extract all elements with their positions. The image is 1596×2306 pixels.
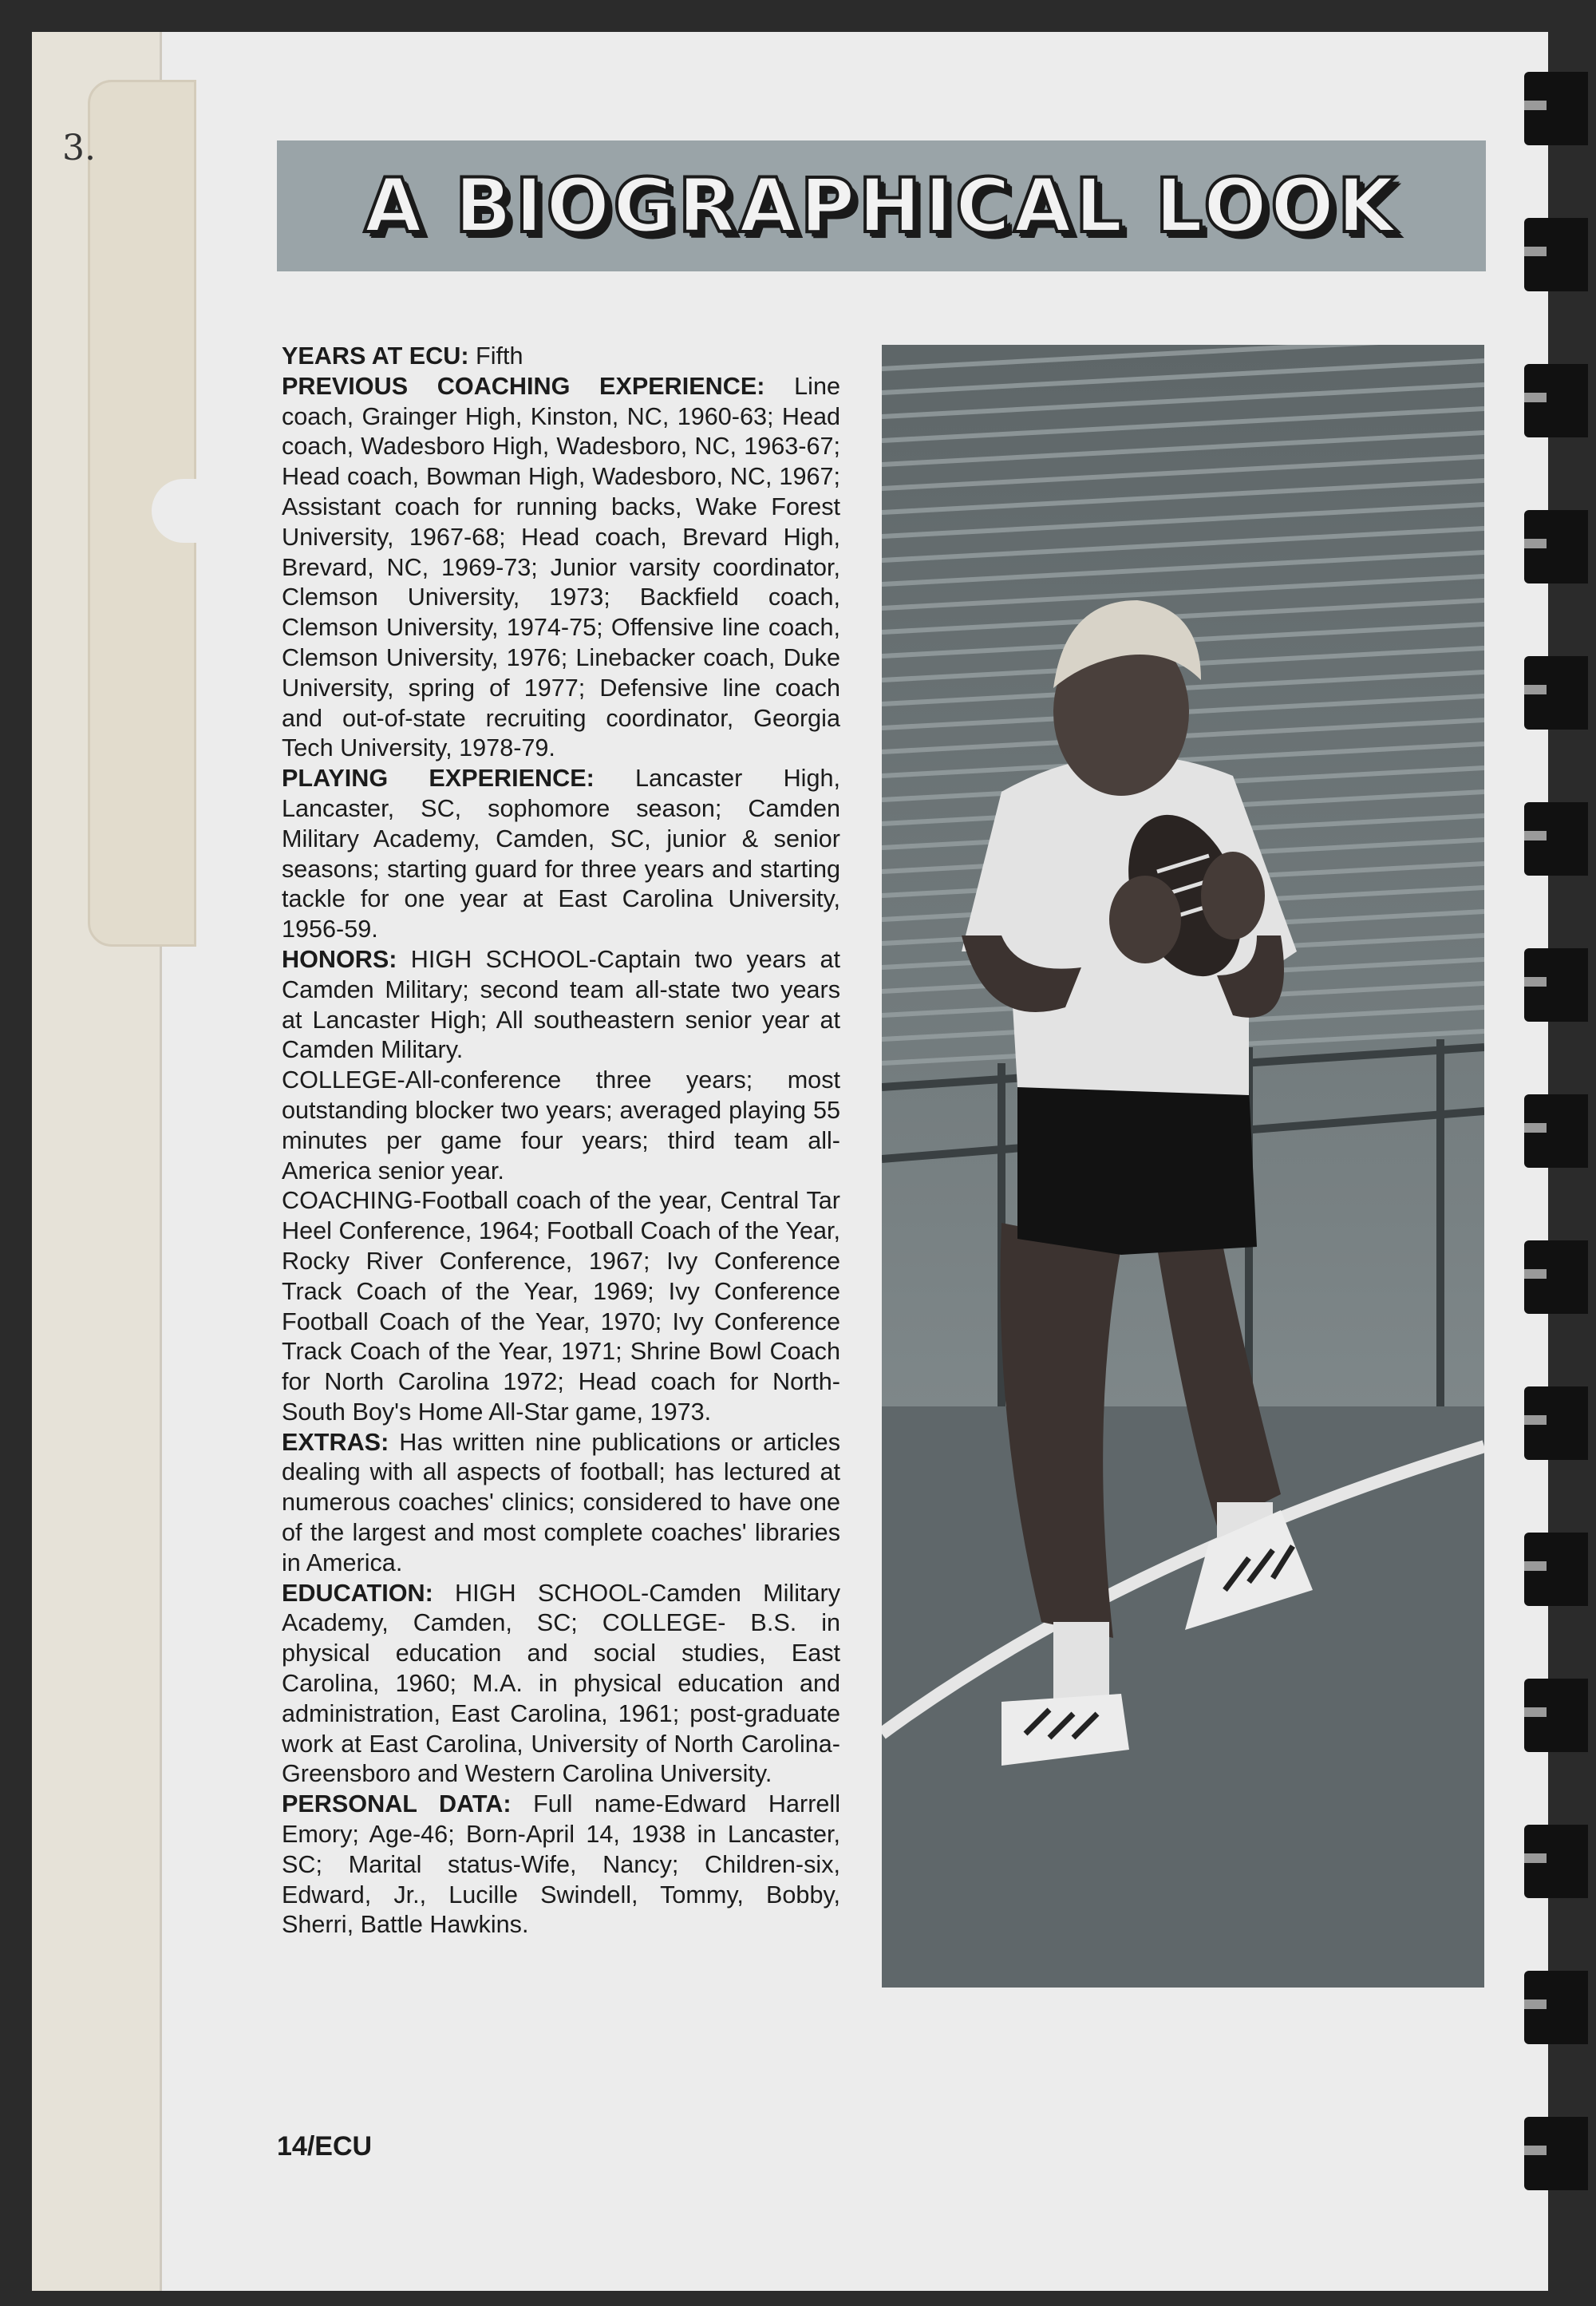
bio-text: Has written nine publications or articles dealing with all aspects of football; has lectured at numerous coaches' clinics; considered to have one of the largest and most complete coaches' libraries in America. bbox=[282, 1428, 840, 1576]
coach-photo-illustration bbox=[882, 345, 1484, 1988]
bio-text: COLLEGE-All-conference three years; most outstanding blocker two years; averaged playing 55 minutes per game four years; third team all-America senior year. bbox=[282, 1066, 840, 1185]
bio-label: PREVIOUS COACHING EXPERIENCE: bbox=[282, 372, 765, 400]
bio-paragraph bbox=[282, 342, 840, 372]
page-title: A BIOGRAPHICAL LOOK bbox=[364, 162, 1399, 250]
bio-label: HONORS: bbox=[282, 945, 397, 973]
bio-text: Fifth bbox=[468, 342, 523, 370]
bio-paragraph bbox=[282, 1428, 840, 1579]
binding-ring bbox=[1524, 1240, 1588, 1314]
bio-label: PERSONAL DATA: bbox=[282, 1790, 512, 1818]
bio-paragraph bbox=[282, 372, 840, 764]
binding-ring bbox=[1524, 218, 1588, 291]
binding-ring bbox=[1524, 1094, 1588, 1168]
binding-ring bbox=[1524, 510, 1588, 583]
bio-text: HIGH SCHOOL-Captain two years at Camden Military; second team all-state two years at Lancaster High; All southeastern senior year at Camden Military. bbox=[282, 945, 840, 1064]
bio-text: Full name-Edward Harrell Emory; Age-46; Born-April 14, 1938 in Lancaster, SC; Marital status-Wife, Nancy; Children-six, Edward, Jr., Lucille Swindell, Tommy, Bobby, Sherri, Battle Hawkins. bbox=[282, 1790, 840, 1939]
bio-paragraph bbox=[282, 1186, 840, 1427]
bio-text: Line coach, Grainger High, Kinston, NC, 1960-63; Head coach, Wadesboro High, Wadesboro, NC, 1963-67; Head coach, Bowman High, Wadesboro, NC, 1967; Assistant coach for running backs, Wake Forest University, 1967-68; Head coach, Brevard High, Brevard, NC, 1969-73; Junior varsity coordinator, Clemson University, 1973; Backfield coach, Clemson University, 1974-75; Offensive line coach, Clemson University, 1976; Linebacker coach, Duke University, spring of 1977; Defensive line coach and out-of-state recruiting coordinator, Georgia Tech University, 1978-79. bbox=[282, 372, 841, 762]
binding-ring bbox=[1524, 948, 1588, 1022]
bio-paragraph bbox=[282, 945, 840, 1066]
binding-ring bbox=[1524, 2117, 1588, 2190]
bio-label: EXTRAS: bbox=[282, 1428, 389, 1456]
bio-paragraph bbox=[282, 1579, 840, 1790]
binding-ring bbox=[1524, 364, 1588, 437]
binding-ring bbox=[1524, 1679, 1588, 1752]
binding-ring bbox=[1524, 802, 1588, 876]
binding-ring bbox=[1524, 1533, 1588, 1606]
bio-text: Lancaster High, Lancaster, SC, sophomore season; Camden Military Academy, Camden, SC, junior & senior seasons; starting guard for three years and starting tackle for one year at East Carolina University, 1956-59. bbox=[282, 765, 840, 943]
coach-photo bbox=[882, 345, 1484, 1988]
bio-text-column bbox=[282, 342, 840, 1940]
bio-paragraph bbox=[282, 1790, 840, 1940]
binding-ring bbox=[1524, 1386, 1588, 1460]
bio-label: YEARS AT ECU: bbox=[282, 342, 469, 370]
binding-ring bbox=[1524, 1971, 1588, 2044]
bio-text: HIGH SCHOOL-Camden Military Academy, Camden, SC; COLLEGE- B.S. in physical education and social studies, East Carolina, 1960; M.A. in physical education and administration, East Carolina, 1961; post-graduate work at East Carolina, University of North Carolina-Greensboro and Western Carolina University. bbox=[282, 1579, 840, 1788]
binding-ring bbox=[1524, 72, 1588, 145]
bio-text: COACHING-Football coach of the year, Central Tar Heel Conference, 1964; Football Coach of the Year, Rocky River Conference, 1967; Ivy Conference Track Coach of the Year, 1969; Ivy Conference Football Coach of the Year, 1970; Ivy Conference Track Coach of the Year, 1971; Shrine Bowl Coach for North Carolina 1972; Head coach for North-South Boy's Home All-Star game, 1973. bbox=[282, 1187, 840, 1426]
binding-ring bbox=[1524, 1825, 1588, 1898]
bio-label: EDUCATION: bbox=[282, 1579, 433, 1607]
page-number: 14/ECU bbox=[277, 2131, 373, 2162]
spiral-binding bbox=[1508, 0, 1596, 2306]
bio-paragraph bbox=[282, 1066, 840, 1186]
bio-paragraph bbox=[282, 764, 840, 945]
handwritten-mark: 3. bbox=[62, 128, 96, 168]
binding-ring bbox=[1524, 656, 1588, 730]
bio-label: PLAYING EXPERIENCE: bbox=[282, 765, 595, 793]
header-banner bbox=[277, 140, 1486, 271]
